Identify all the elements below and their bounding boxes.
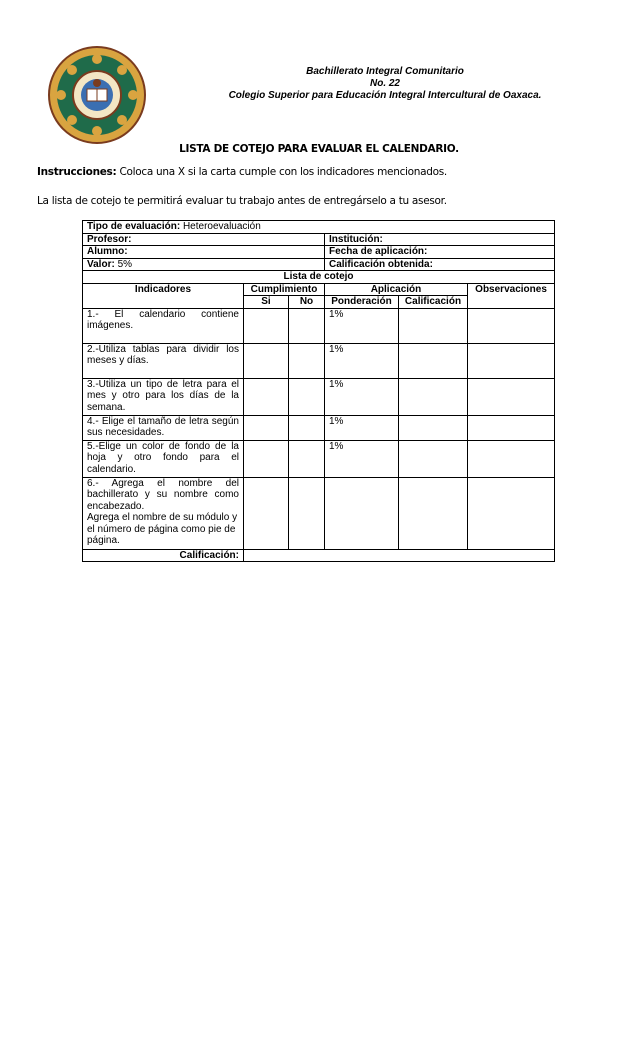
alumno-field[interactable]: Alumno: xyxy=(83,246,325,259)
table-row xyxy=(83,343,555,378)
instructions xyxy=(37,166,447,178)
college-seal-logo xyxy=(47,45,147,145)
calificacion-total-field[interactable] xyxy=(244,549,555,562)
indicador-cell: 5.-Elige un color de fondo de la hoja y otro fondo para el calendario. xyxy=(83,440,244,477)
no-checkbox-cell[interactable] xyxy=(289,308,325,343)
col-cumplimiento: Cumplimiento xyxy=(244,283,325,296)
valor-label: Valor: xyxy=(87,258,115,270)
indicador-text: 6.- Agrega el nombre del bachillerato y su nombre como encabezado. xyxy=(87,477,239,512)
si-checkbox-cell[interactable] xyxy=(244,308,289,343)
observaciones-cell[interactable] xyxy=(468,343,555,378)
tipo-evaluacion-label: Tipo de evaluación: xyxy=(87,221,181,232)
col-no: No xyxy=(289,296,325,309)
valor-cell xyxy=(83,258,325,271)
col-ponderacion: Ponderación xyxy=(325,296,399,309)
observaciones-cell[interactable] xyxy=(468,415,555,440)
calificacion-cell[interactable] xyxy=(399,415,468,440)
table-row-alumno xyxy=(83,246,555,259)
no-checkbox-cell[interactable] xyxy=(289,477,325,549)
ponderacion-cell: 1% xyxy=(325,343,399,378)
observaciones-cell[interactable] xyxy=(468,378,555,415)
lista-cotejo-heading: Lista de cotejo xyxy=(83,271,555,284)
calificacion-obtenida-field[interactable]: Calificación obtenida: xyxy=(325,258,555,271)
ponderacion-cell: 1% xyxy=(325,308,399,343)
ponderacion-cell: 1% xyxy=(325,378,399,415)
institucion-field[interactable]: Institución: xyxy=(325,233,555,246)
si-checkbox-cell[interactable] xyxy=(244,415,289,440)
indicador-cell xyxy=(83,477,244,549)
calificacion-cell[interactable] xyxy=(399,343,468,378)
calificacion-cell[interactable] xyxy=(399,308,468,343)
table-row-lista xyxy=(83,271,555,284)
si-checkbox-cell[interactable] xyxy=(244,343,289,378)
profesor-field[interactable]: Profesor: xyxy=(83,233,325,246)
no-checkbox-cell[interactable] xyxy=(289,415,325,440)
instructions-text: Coloca una X si la carta cumple con los indicadores mencionados. xyxy=(116,166,447,178)
instructions-label: Instrucciones: xyxy=(37,166,117,178)
calificacion-total-label: Calificación: xyxy=(83,549,244,562)
valor-value: 5% xyxy=(114,258,133,270)
ponderacion-cell xyxy=(325,477,399,549)
table-row xyxy=(83,440,555,477)
observaciones-cell[interactable] xyxy=(468,308,555,343)
table-row-tipo xyxy=(83,221,555,234)
col-aplicacion: Aplicación xyxy=(325,283,468,296)
indicador-extra-text: Agrega el nombre de su módulo y el número de página como pie de página. xyxy=(87,512,238,546)
college-name: Colegio Superior para Educación Integral Intercultural de Oaxaca. xyxy=(228,90,542,101)
note-text: La lista de cotejo te permitirá evaluar tu trabajo antes de entregárselo a tu asesor. xyxy=(37,195,447,207)
ponderacion-cell: 1% xyxy=(325,415,399,440)
checklist-table xyxy=(82,220,555,562)
table-row-profesor xyxy=(83,233,555,246)
no-checkbox-cell[interactable] xyxy=(289,343,325,378)
col-calificacion: Calificación xyxy=(399,296,468,309)
col-indicadores: Indicadores xyxy=(83,283,244,308)
table-row xyxy=(83,415,555,440)
table-row xyxy=(83,308,555,343)
table-row xyxy=(83,378,555,415)
table-row-valor xyxy=(83,258,555,271)
col-observaciones: Observaciones xyxy=(468,283,555,308)
school-number: No. 22 xyxy=(369,78,400,89)
calificacion-cell[interactable] xyxy=(399,440,468,477)
observaciones-cell[interactable] xyxy=(468,440,555,477)
indicador-cell: 4.- Elige el tamaño de letra según sus necesidades. xyxy=(83,415,244,440)
no-checkbox-cell[interactable] xyxy=(289,378,325,415)
ponderacion-cell: 1% xyxy=(325,440,399,477)
school-name: Bachillerato Integral Comunitario xyxy=(306,66,464,77)
si-checkbox-cell[interactable] xyxy=(244,477,289,549)
calificacion-cell[interactable] xyxy=(399,378,468,415)
indicador-cell: 1.- El calendario contiene imágenes. xyxy=(83,308,244,343)
observaciones-cell[interactable] xyxy=(468,477,555,549)
tipo-evaluacion-cell xyxy=(83,221,555,234)
si-checkbox-cell[interactable] xyxy=(244,440,289,477)
col-si: Si xyxy=(244,296,289,309)
table-row xyxy=(83,477,555,549)
document-title: LISTA DE COTEJO PARA EVALUAR EL CALENDARIO. xyxy=(179,143,459,155)
indicador-cell: 2.-Utiliza tablas para dividir los meses y días. xyxy=(83,343,244,378)
no-checkbox-cell[interactable] xyxy=(289,440,325,477)
calificacion-cell[interactable] xyxy=(399,477,468,549)
indicador-cell: 3.-Utiliza un tipo de letra para el mes y otro para los días de la semana. xyxy=(83,378,244,415)
table-header-row xyxy=(83,283,555,296)
si-checkbox-cell[interactable] xyxy=(244,378,289,415)
fecha-field[interactable]: Fecha de aplicación: xyxy=(325,246,555,259)
table-footer-row xyxy=(83,549,555,562)
tipo-evaluacion-value: Heteroevaluación xyxy=(180,221,261,232)
